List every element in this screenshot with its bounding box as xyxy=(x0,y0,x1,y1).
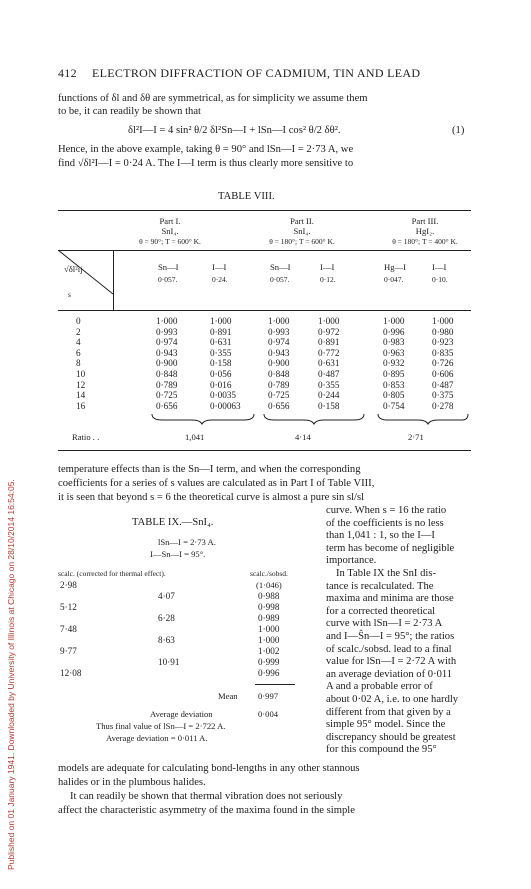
table-cell: 0·487 xyxy=(318,368,340,379)
table-ix-param-1: lSn—I = 2·73 A. xyxy=(158,537,216,547)
table-cell xyxy=(60,613,81,624)
table-cell: 0·789 xyxy=(268,379,290,390)
table-viii-top-rule xyxy=(58,210,471,211)
right-line: curve with lSn—I = 2·73 A xyxy=(326,618,443,630)
corner-bottom-label: s xyxy=(68,290,71,299)
after-table-line-2: coefficients for a series of s values are calculated as in Part I of Table VIII, xyxy=(58,478,375,489)
right-line: an average deviation of 0·011 xyxy=(326,668,453,680)
table-viii-diagonal xyxy=(58,250,114,310)
table-cell: 1·000 xyxy=(258,635,280,645)
table-cell: 1·000 xyxy=(258,624,280,634)
table-cell: 0·606 xyxy=(432,368,454,379)
table-ix-mean: 0·997 xyxy=(258,691,279,701)
table-cell: 0·835 xyxy=(432,347,454,358)
table-ix-avg-dev: 0·004 xyxy=(258,709,279,719)
s-value: 0 xyxy=(76,316,81,326)
sidebar-publication-note xyxy=(6,80,20,870)
table-viii-braces xyxy=(150,412,470,426)
ratio-part-1: 1,041 xyxy=(185,432,205,442)
table-cell: 1·000 xyxy=(318,316,340,326)
right-line: curve. When s = 16 the ratio xyxy=(326,505,447,516)
table-viii-header-rule xyxy=(58,250,471,251)
ratio-part-2: 4·14 xyxy=(295,432,311,442)
table-cell: 0·980 xyxy=(432,326,454,337)
table-viii-title: TABLE VIII. xyxy=(218,191,275,202)
part-1-name: Part I. xyxy=(159,216,181,226)
table-cell: 1·000 xyxy=(268,316,290,326)
page-title: ELECTRON DIFFRACTION OF CADMIUM, TIN AND LEAD xyxy=(92,66,421,80)
table-cell xyxy=(158,668,179,679)
table-ix-head-right: scalc./sobsd. xyxy=(250,569,288,578)
table-cell xyxy=(60,635,81,646)
intro-line-2: to be, it can readily be shown that xyxy=(58,106,201,117)
closing-line-3: It can readily be shown that thermal vibration does not seriously xyxy=(70,791,343,802)
table-cell: 0·983 xyxy=(383,337,405,348)
table-cell: 0·056 xyxy=(210,368,232,379)
right-line: for a corrected theoretical xyxy=(326,605,436,617)
table-cell: 0·278 xyxy=(432,400,454,411)
table-cell xyxy=(158,580,179,591)
table-cell: 0·0035 xyxy=(210,390,237,401)
col-head-label-3: Sn—I xyxy=(270,262,291,272)
table-ix-left-col-2 xyxy=(158,580,179,679)
part-3-conditions: θ = 180°; T = 400° K. xyxy=(392,237,458,246)
table-cell: 9·77 xyxy=(60,646,77,656)
data-column-6 xyxy=(432,316,453,411)
right-line: importance. xyxy=(326,555,377,567)
right-line: about 0·02 A, i.e. to one hardly xyxy=(326,693,459,705)
table-cell: 0·853 xyxy=(383,379,405,390)
closing-line-4: affect the characteristic asymmetry of the maxima found in the simple xyxy=(58,805,355,816)
table-ix-final-value: Thus final value of lSn—I = 2·722 A. xyxy=(96,721,226,731)
table-cell: 0·631 xyxy=(318,358,340,369)
right-line: simple 95° model. Since the xyxy=(326,719,446,731)
s-value: 2 xyxy=(76,326,81,337)
table-ix-mean-label: Mean xyxy=(218,691,238,701)
table-cell: 0·375 xyxy=(432,390,454,401)
col-head-value-1: 0·057. xyxy=(158,275,178,284)
right-line: tance is recalculated. The xyxy=(326,580,434,592)
table-cell: 0·726 xyxy=(432,358,454,369)
table-cell: 0·487 xyxy=(432,379,454,390)
after-table-line-3: it is seen that beyond s = 6 the theoretical curve is almost a pure sin sl/sl xyxy=(58,492,365,503)
right-line: of the coefficients is no less xyxy=(326,517,444,529)
intro-line-3: Hence, in the above example, taking θ = 90° and lSn—I = 2·73 A, we xyxy=(58,144,354,155)
table-cell: 0·999 xyxy=(258,657,280,667)
table-ix-left-col-1 xyxy=(60,580,81,679)
part-1-compound: SnI₄. xyxy=(161,226,179,236)
table-cell: 2·98 xyxy=(60,580,77,590)
data-column-3 xyxy=(268,316,289,411)
page-number: 412 xyxy=(58,66,77,80)
table-viii-body-rule xyxy=(58,310,471,311)
table-cell xyxy=(158,624,179,635)
right-line: different from that given by a xyxy=(326,706,451,718)
table-cell: 0·00063 xyxy=(210,400,241,411)
table-cell: 0·631 xyxy=(210,337,232,348)
data-column-5 xyxy=(383,316,404,411)
right-line: discrepancy should be greatest xyxy=(326,731,456,743)
table-cell: 0·789 xyxy=(156,379,178,390)
table-viii-bottom-rule xyxy=(58,450,471,451)
closing-line-2: halides or in the plumbous halides. xyxy=(58,777,206,788)
table-cell: 0·943 xyxy=(156,347,178,358)
table-ix-sum-rule xyxy=(255,684,295,685)
table-cell: 1·002 xyxy=(258,646,280,656)
table-ix-paren-value: (1·046) xyxy=(256,580,282,590)
table-cell: 4·07 xyxy=(158,591,175,601)
col-head-value-5: 0·047. xyxy=(384,275,404,284)
table-ix-avg-dev-label: Average deviation xyxy=(150,709,213,719)
right-line: In Table IX the SnI dis- xyxy=(336,567,436,579)
right-line: for this compound the 95° xyxy=(326,744,437,756)
table-cell: 0·656 xyxy=(268,400,290,411)
table-cell: 1·000 xyxy=(383,316,405,326)
s-value: 4 xyxy=(76,337,81,348)
table-cell: 0·805 xyxy=(383,390,405,401)
part-3-name: Part III. xyxy=(411,216,439,226)
ratio-label: Ratio . . xyxy=(72,432,100,442)
table-cell: 0·923 xyxy=(432,337,454,348)
closing-line-1: models are adequate for calculating bond-lengths in any other stannous xyxy=(58,763,360,774)
table-cell: 0·972 xyxy=(318,326,340,337)
table-cell: 0·932 xyxy=(383,358,405,369)
table-cell: 0·656 xyxy=(156,400,178,411)
table-cell: 0·725 xyxy=(268,390,290,401)
s-value: 6 xyxy=(76,347,81,358)
corner-top-label: √δl²ij xyxy=(64,264,83,274)
col-head-label-5: Hg—I xyxy=(384,262,406,272)
table-cell: 0·772 xyxy=(318,347,340,358)
table-cell xyxy=(158,602,179,613)
right-line: and I—Ŝn—I = 95°; the ratios xyxy=(326,630,455,642)
sidebar-text: Published on 01 January 1941. Downloaded by University of Illinois at Chicago on 28/10/2014 16:54:05. xyxy=(6,479,16,870)
part-2-name: Part II. xyxy=(290,216,314,226)
table-cell: 1·000 xyxy=(210,316,232,326)
table-cell: 0·016 xyxy=(210,379,232,390)
table-cell: 0·996 xyxy=(383,326,405,337)
s-value: 8 xyxy=(76,358,81,369)
data-column-1 xyxy=(156,316,177,411)
table-ix-head-left: scalc. (corrected for thermal effect). xyxy=(58,569,166,578)
col-head-label-2: I—I xyxy=(212,262,227,272)
col-head-label-6: I—I xyxy=(432,262,447,272)
table-cell: 0·974 xyxy=(268,337,290,348)
table-cell: 0·895 xyxy=(383,368,405,379)
table-cell: 0·848 xyxy=(268,368,290,379)
data-column-4 xyxy=(318,316,339,411)
table-cell: 0·891 xyxy=(318,337,340,348)
table-cell: 0·754 xyxy=(383,400,405,411)
s-value: 10 xyxy=(76,368,86,379)
table-cell: 0·993 xyxy=(268,326,290,337)
table-ix-param-2: I—Sn—I = 95°. xyxy=(150,549,206,559)
col-head-value-6: 0·10. xyxy=(432,275,448,284)
s-value: 14 xyxy=(76,390,86,401)
part-2-conditions: θ = 180°; T = 600° K. xyxy=(269,237,335,246)
table-cell: 12·08 xyxy=(60,668,82,678)
col-head-label-1: Sn—I xyxy=(158,262,179,272)
data-column-2 xyxy=(210,316,241,411)
table-cell: 0·989 xyxy=(258,613,280,623)
part-2-compound: SnI₄. xyxy=(293,226,311,236)
table-cell: 0·848 xyxy=(156,368,178,379)
table-ix-title: TABLE IX.—SnI₄. xyxy=(132,517,214,528)
col-head-label-4: I—I xyxy=(320,262,335,272)
table-cell: 1·000 xyxy=(432,316,454,326)
table-cell: 0·993 xyxy=(156,326,178,337)
table-cell xyxy=(158,646,179,657)
right-line: A and a probable error of xyxy=(326,681,433,693)
col-head-value-4: 0·12. xyxy=(320,275,336,284)
after-table-line-1: temperature effects than is the Sn—I term, and when the corresponding xyxy=(58,464,361,475)
table-cell: 0·988 xyxy=(258,591,280,601)
intro-line-4: find √δl²I—I = 0·24 A. The I—I term is thus clearly more sensitive to xyxy=(58,158,354,169)
table-cell: 0·891 xyxy=(210,326,232,337)
table-cell: 0·158 xyxy=(210,358,232,369)
table-cell: 0·158 xyxy=(318,400,340,411)
table-cell: 0·943 xyxy=(268,347,290,358)
table-cell: 0·355 xyxy=(210,347,232,358)
table-cell: 0·998 xyxy=(258,602,280,612)
equation-1: δl²I—I = 4 sin² θ/2 δl²Sn—I + lSn—I cos² θ/2 δθ². xyxy=(128,125,341,136)
right-line: value for lSn—I = 2·72 A with xyxy=(326,656,457,668)
table-cell: 0·974 xyxy=(156,337,178,348)
right-line: maxima and minima are those xyxy=(326,593,454,605)
equation-number: (1) xyxy=(452,125,465,136)
table-ix-ratio-col xyxy=(258,591,279,679)
part-1-conditions: θ = 90°; T = 600° K. xyxy=(139,237,201,246)
table-cell: 0·244 xyxy=(318,390,340,401)
table-cell xyxy=(60,657,81,668)
table-cell: 0·725 xyxy=(156,390,178,401)
table-cell: 5·12 xyxy=(60,602,77,612)
right-line: than 1,041 : 1, so the I—I xyxy=(326,530,435,542)
right-line: term has become of negligible xyxy=(326,542,455,554)
col-head-value-2: 0·24. xyxy=(212,275,228,284)
table-cell: 6·28 xyxy=(158,613,175,623)
table-cell: 0·355 xyxy=(318,379,340,390)
table-cell: 1·000 xyxy=(156,316,178,326)
table-ix-final-deviation: Average deviation = 0·011 A. xyxy=(106,733,208,743)
right-column-text xyxy=(326,505,458,757)
table-cell: 0·900 xyxy=(156,358,178,369)
table-cell xyxy=(60,591,81,602)
table-cell: 0·996 xyxy=(258,668,280,678)
s-value: 12 xyxy=(76,379,86,390)
right-line: of scalc./sobsd. lead to a final xyxy=(326,643,452,655)
s-value: 16 xyxy=(76,400,86,411)
table-cell: 0·963 xyxy=(383,347,405,358)
table-cell: 10·91 xyxy=(158,657,180,667)
intro-line-1: functions of δl and δθ are symmetrical, as for simplicity we assume them xyxy=(58,93,368,104)
table-cell: 8·63 xyxy=(158,635,175,645)
ratio-part-3: 2·71 xyxy=(408,432,424,442)
table-cell: 0·900 xyxy=(268,358,290,369)
col-head-value-3: 0·057. xyxy=(270,275,290,284)
part-3-compound: HgI₂. xyxy=(415,226,435,236)
table-cell: 7·48 xyxy=(60,624,77,634)
s-column xyxy=(76,316,85,411)
